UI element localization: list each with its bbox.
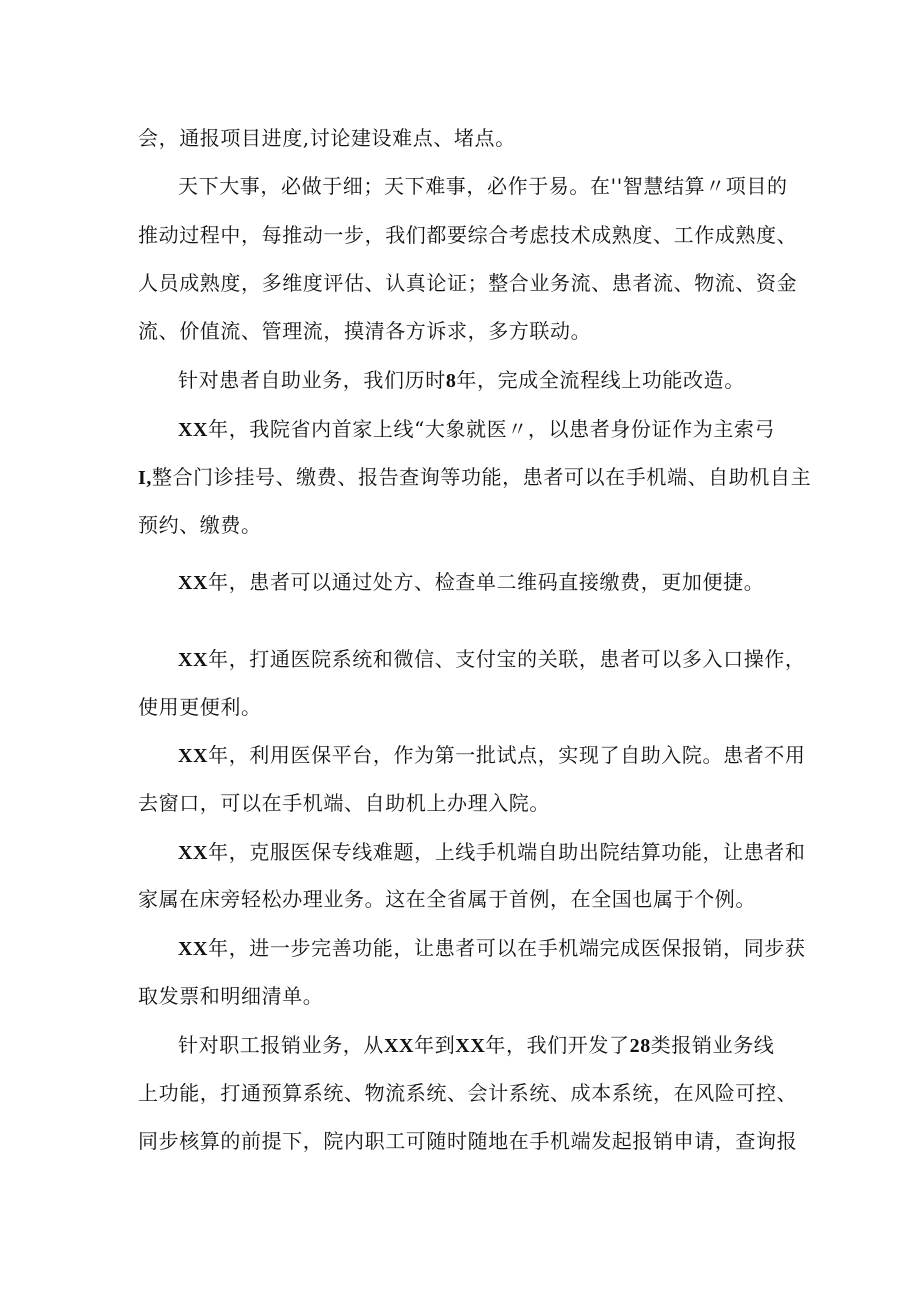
text-line-3: 推动过程中，每推动一步，我们都要综合考虑技术成熟度、工作成熟度、 — [138, 223, 798, 247]
text-line-9: 预约、缴费。 — [138, 513, 262, 537]
text-line-5: 流、价值流、管理流，摸清各方诉求，多方联动。 — [138, 319, 592, 343]
text-line-4: 人员成熟度，多维度评估、认真论证；整合业务流、患者流、物流、资金 — [138, 271, 798, 295]
text-line-2: 天下大事，必做于细；天下难事，必作于易。在''智慧结算〃项目的 — [178, 174, 788, 198]
text-line-12: 使用更便利。 — [138, 695, 262, 719]
text-line-20: 上功能，打通预算系统、物流系统、会计系统、成本系统，在风险可控、 — [138, 1081, 798, 1105]
text-line-21: 同步核算的前提下，院内职工可随时随地在手机端发起报销申请，查询报 — [138, 1129, 798, 1153]
text-line-18: 取发票和明细清单。 — [138, 984, 324, 1008]
text-line-7: XX年，我院省内首家上线“大象就医〃，以患者身份证作为主索弓 — [178, 417, 776, 441]
text-line-13: XX年，利用医保平台，作为第一批试点，实现了自助入院。患者不用 — [178, 743, 806, 767]
text-line-10: XX年，患者可以通过处方、检查单二维码直接缴费，更加便捷。 — [178, 570, 765, 594]
text-line-14: 去窗口，可以在手机端、自助机上办理入院。 — [138, 791, 550, 815]
text-line-15: XX年，克服医保专线难题，上线手机端自助出院结算功能，让患者和 — [178, 840, 806, 864]
text-line-11: XX年，打通医院系统和微信、支付宝的关联，患者可以多入口操作， — [178, 647, 806, 671]
text-line-19: 针对职工报销业务，从XX年到XX年，我们开发了28类报销业务线 — [178, 1033, 775, 1057]
text-line-1: 会，通报项目进度,讨论建设难点、堵点。 — [138, 126, 516, 150]
text-line-16: 家属在床旁轻松办理业务。这在全省属于首例，在全国也属于个例。 — [138, 887, 756, 911]
text-line-8: I,整合门诊挂号、缴费、报告查询等功能，患者可以在手机端、自助机自主 — [138, 465, 812, 489]
text-line-6: 针对患者自助业务，我们历时8年，完成全流程线上功能改造。 — [178, 368, 745, 392]
text-line-17: XX年，进一步完善功能，让患者可以在手机端完成医保报销，同步获 — [178, 936, 806, 960]
